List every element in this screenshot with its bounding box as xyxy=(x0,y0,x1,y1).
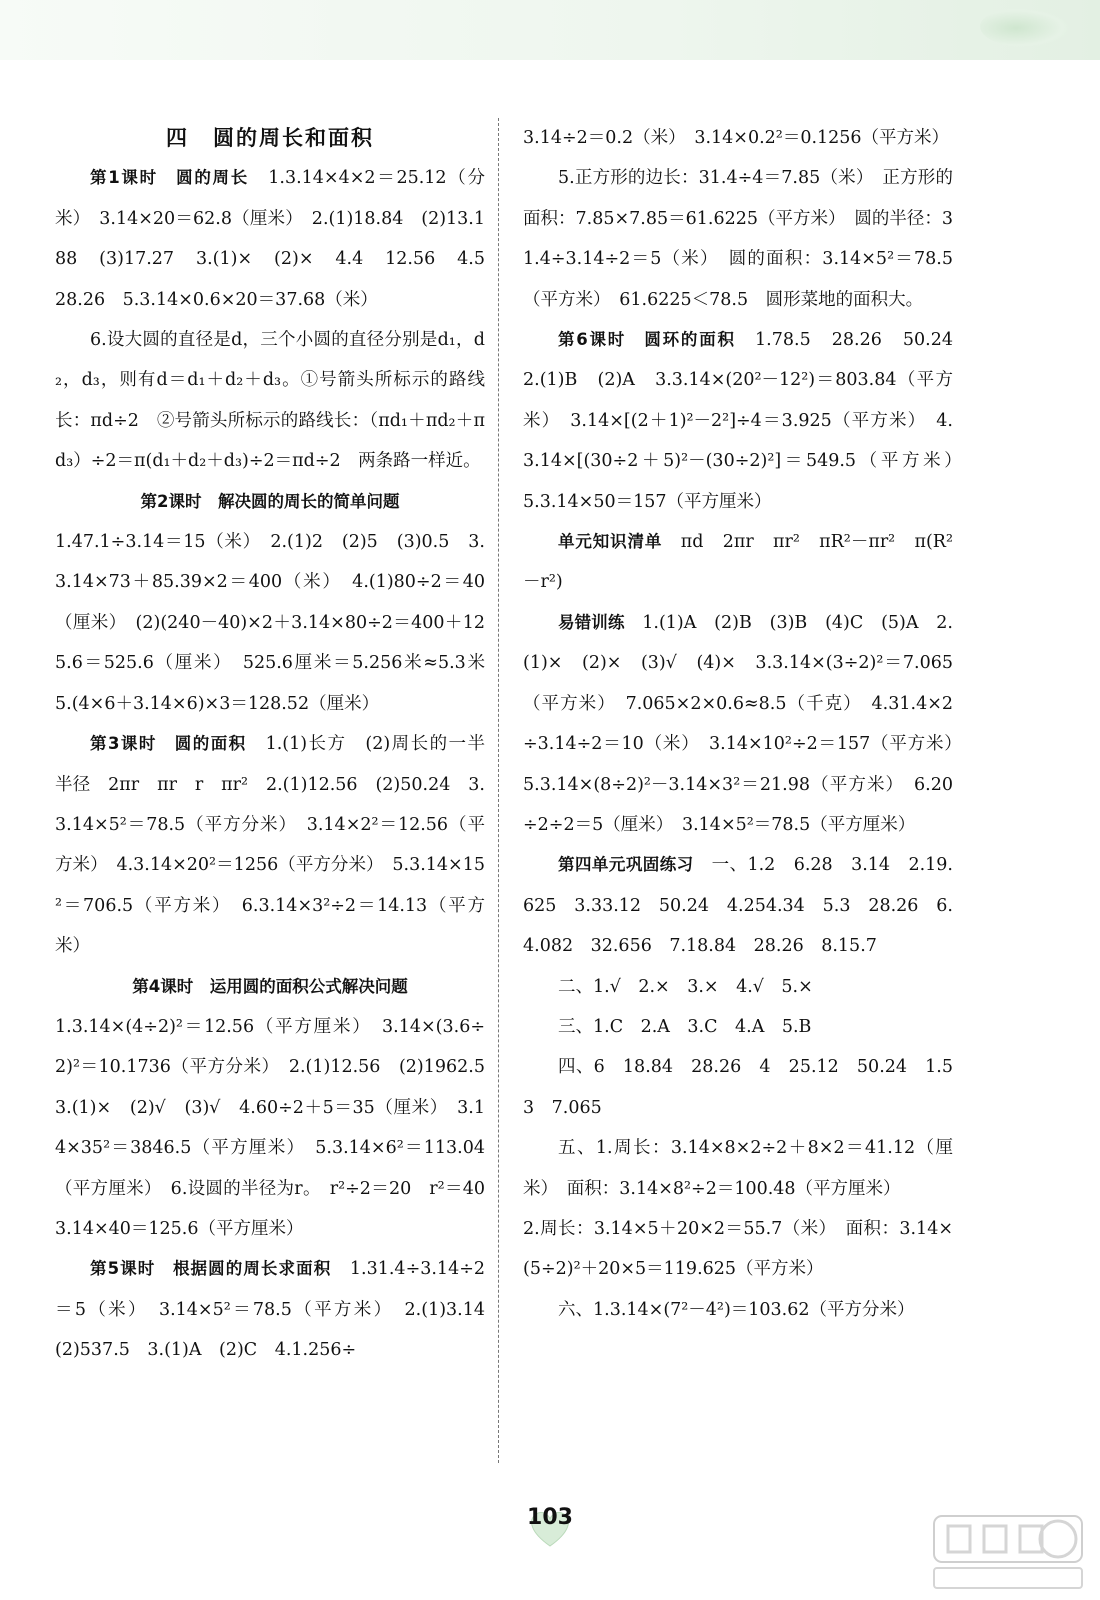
answer-text: πd 2πr πr² πR²－πr² π(R²－r²) xyxy=(523,532,953,593)
top-decoration-band xyxy=(0,0,1100,60)
answer-paragraph: 五、1.周长：3.14×8×2÷2＋8×2＝41.12（厘米） 面积：3.14×8²÷2＝100.48（平方厘米） xyxy=(523,1138,953,1199)
answer-text: 一、1.2 6.28 3.14 2.19.625 3.33.12 50.24 4.254.34 5.3 28.26 6.4.082 32.656 7.18.84 28.26 8.15.7 xyxy=(523,855,953,957)
answer-paragraph: 2.周长：3.14×5＋20×2＝55.7（米） 面积：3.14×(5÷2)²＋20×5＝119.625（平方米） xyxy=(523,1218,953,1280)
answer-paragraph: 1.3.14×(4÷2)²＝12.56（平方厘米） 3.14×(3.6÷2)²＝10.1736（平方分米） 2.(1)12.56 (2)1962.5 3.(1)× (2)√ (3)√ 4.60÷2＋5＝35（厘米） 3.14×35²＝3846.5（平方厘米） 5.3.14×6²＝113.04（平方厘米） 6.设圆的半径为r。 r²÷2＝20 r²＝40 3.14×40＝125.6（平方厘米） xyxy=(55,1016,503,1239)
lesson-heading: 第1课时 圆的周长 xyxy=(90,168,250,188)
answer-paragraph xyxy=(55,158,503,320)
lesson-heading: 第5课时 根据圆的周长求面积 xyxy=(90,1259,332,1279)
section-title-text: 圆的周长和面积 xyxy=(213,125,374,150)
section-title xyxy=(55,118,485,158)
answer-paragraph: 3.14÷2＝0.2（米） 3.14×0.2²＝0.1256（平方米） xyxy=(523,128,950,148)
answer-paragraph: 三、1.C 2.A 3.C 4.A 5.B xyxy=(558,1016,812,1037)
knowledge-list-heading: 单元知识清单 xyxy=(558,532,663,552)
answer-paragraph: 5.正方形的边长：31.4÷4＝7.85（米） 正方形的面积：7.85×7.85＝61.6225（平方米） 圆的半径：31.4÷3.14÷2＝5（米） 圆的面积：3.14×5²＝78.5（平方米） 61.6225＜78.5 圆形菜地的面积大。 xyxy=(523,168,953,310)
lesson-heading: 第4课时 运用圆的面积公式解决问题 xyxy=(132,976,408,996)
lesson-heading: 第2课时 解决圆的周长的简单问题 xyxy=(140,491,400,511)
answer-text: 1.(1)A (2)B (3)B (4)C (5)A 2.(1)× (2)× (3)√ (4)× 3.3.14×(3÷2)²＝7.065（平方米） 7.065×2×0.6≈8.5（千克） 4.31.4×2÷3.14÷2＝10（米） 3.14×10²÷2＝157（平方米） 5.3.14×(8÷2)²－3.14×3²＝21.98（平方米） 6.20÷2÷2＝5（厘米） 3.14×5²＝78.5（平方厘米） xyxy=(523,612,971,835)
answer-text: 1.78.5 28.26 50.24 2.(1)B (2)A 3.3.14×(20²－12²)＝803.84（平方米） 3.14×[(2＋1)²－2²]÷4＝3.925（平方米） 4.3.14×[(30÷2＋5)²－(30÷2)²]＝549.5（平方米） 5.3.14×50＝157（平方厘米） xyxy=(523,330,971,512)
section-title-number: 四 xyxy=(166,125,189,150)
answer-paragraph xyxy=(55,1249,503,1370)
answer-paragraph: 六、1.3.14×(7²－4²)＝103.62（平方分米） xyxy=(558,1299,915,1320)
answer-paragraph xyxy=(523,320,971,522)
error-training-heading: 易错训练 xyxy=(558,612,625,632)
column-divider xyxy=(498,118,499,1463)
answer-paragraph: 6.设大圆的直径是d，三个小圆的直径分别是d₁，d₂，d₃，则有d＝d₁＋d₂＋d₃。①号箭头所标示的路线长：πd÷2 ②号箭头所标示的路线长：（πd₁＋πd₂＋πd₃）÷2＝π(d₁＋d₂＋d₃)÷2＝πd÷2 两条路一样近。 xyxy=(55,330,485,472)
lesson-heading: 第3课时 圆的面积 xyxy=(90,734,247,754)
watermark-logo-icon xyxy=(928,1512,1088,1592)
answer-text: 1.31.4÷3.14÷2＝5（米） 3.14×5²＝78.5（平方米） 2.(1)3.14 (2)537.5 3.(1)A (2)C 4.1.256÷ xyxy=(55,1259,503,1361)
lesson-heading: 第6课时 圆环的面积 xyxy=(558,330,736,350)
answer-paragraph: 1.47.1÷3.14＝15（米） 2.(1)2 (2)5 (3)0.5 3.3.14×73＋85.39×2＝400（米） 4.(1)80÷2＝40（厘米） (2)(240－40)×2＋3.14×80÷2＝400＋125.6＝525.6（厘米） 525.6厘米＝5.256米≈5.3米 5.(4×6＋3.14×6)×3＝128.52（厘米） xyxy=(55,532,503,714)
answer-paragraph: 四、6 18.84 28.26 4 25.12 50.24 1.5 3 7.065 xyxy=(523,1057,971,1118)
answer-text: 1.3.14×4×2＝25.12（分米） 3.14×20＝62.8（厘米） 2.(1)18.84 (2)13.188 (3)17.27 3.(1)× (2)× 4.4 12.56 4.5 28.26 5.3.14×0.6×20＝37.68（米） xyxy=(55,168,503,310)
unit-review-heading: 第四单元巩固练习 xyxy=(558,855,694,875)
right-column xyxy=(523,118,971,1330)
answer-paragraph xyxy=(523,522,953,603)
answer-paragraph xyxy=(523,845,953,966)
lesson-heading-centered xyxy=(55,967,485,1007)
answer-text: 1.(1)长方 (2)周长的一半 半径 2πr πr r πr² 2.(1)12.56 (2)50.24 3.3.14×5²＝78.5（平方分米） 3.14×2²＝12.56（平方米） 4.3.14×20²＝1256（平方分米） 5.3.14×15²＝706.5（平方米） 6.3.14×3²÷2＝14.13（平方米） xyxy=(55,734,503,957)
left-column xyxy=(55,118,503,1371)
answer-paragraph xyxy=(523,603,971,845)
page-number: 103 xyxy=(527,1505,573,1530)
answer-paragraph xyxy=(55,724,503,966)
answer-paragraph: 二、1.√ 2.× 3.× 4.√ 5.× xyxy=(558,976,813,997)
lesson-heading-centered xyxy=(55,482,485,522)
